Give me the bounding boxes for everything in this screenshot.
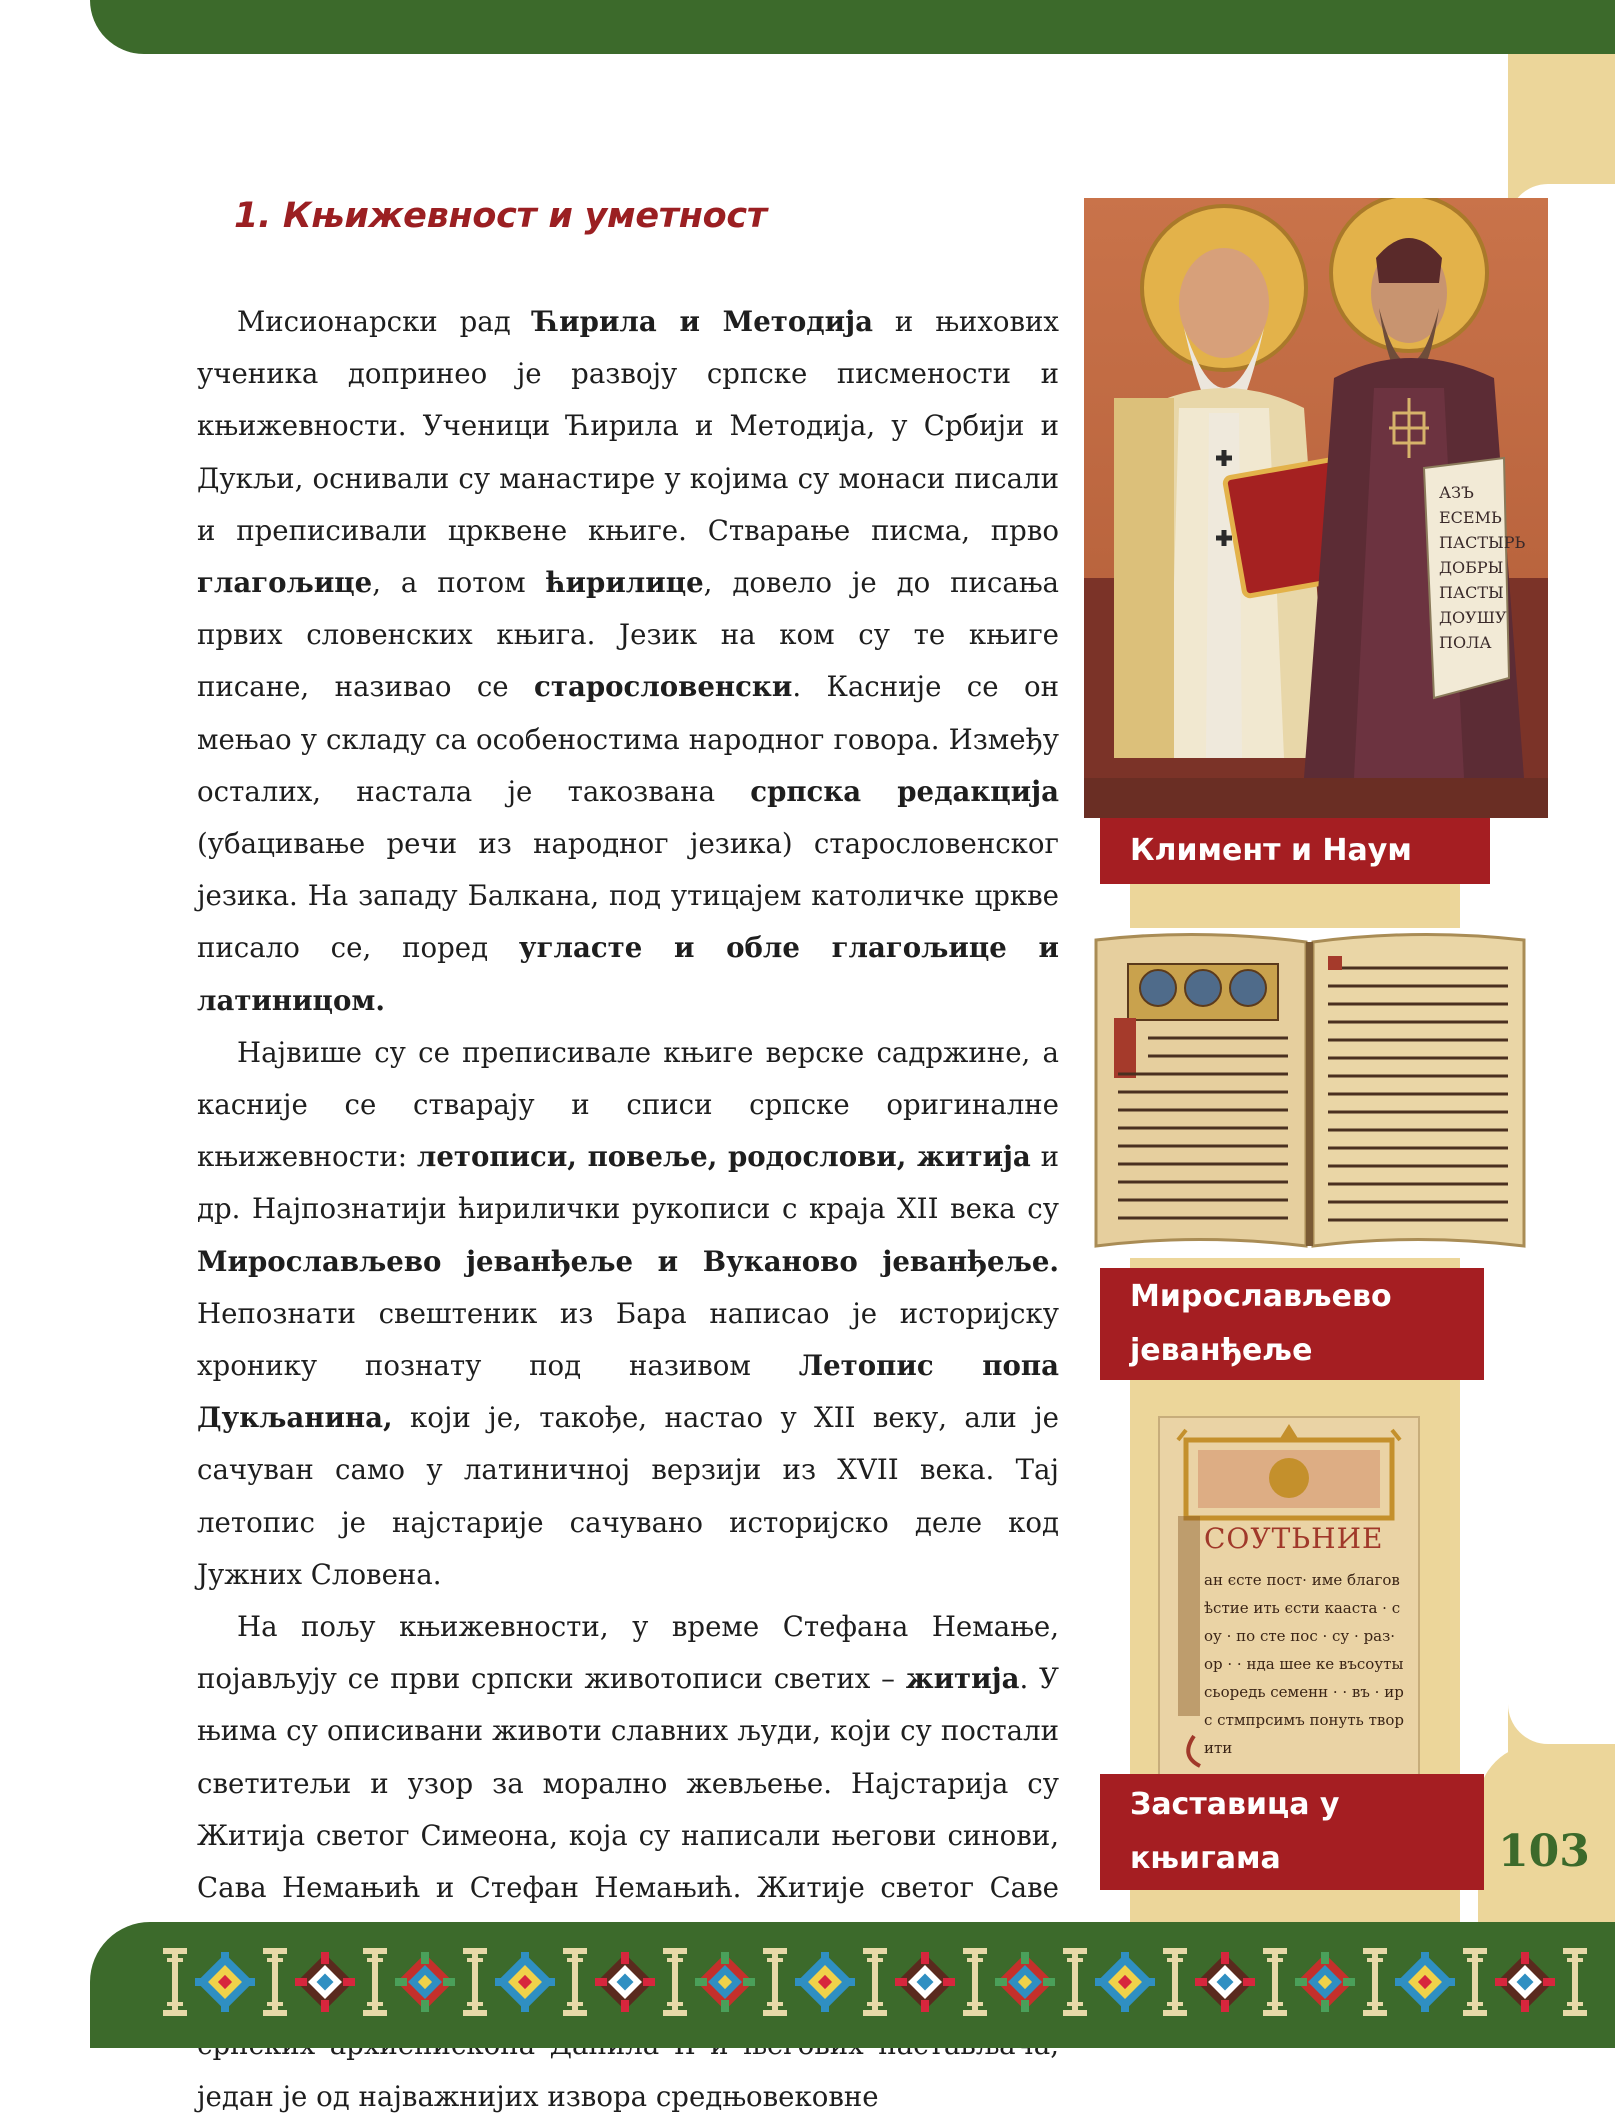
caption-kliment-naum-text: Климент и Наум [1130,833,1412,868]
right-gold-tab-top [1508,54,1615,184]
bold-term: житија [905,1662,1020,1696]
caption-headpiece-line2: књигама [1130,1841,1281,1876]
paragraph-2 [197,1027,1059,1601]
bold-term: глагољице [197,566,373,600]
caption-miroslav-gospel [1100,1268,1484,1380]
text-run: и њихових ученика допринео је развоју српске писмености и књижевности. Ученици Ћирила и Методија, у Србији и Дукљи, оснивали су манастире у којима су монаси писали и преписивали црквене књиге. Стварање писма, прво [197,305,1059,547]
bold-term: ћирилице [545,566,704,600]
text-run: , а потом [372,566,546,600]
bold-term: угласте и обле глагољице и латиницом. [197,931,1059,1017]
bold-term: Летопис попа Дукљанина, [197,1349,1059,1435]
text-run: . Касније се он мењао у складу са особеностима народног говора. Између осталих, настала је такозвана [197,670,1059,808]
headpiece-manuscript-image [1158,1416,1420,1778]
bold-term: старословенски [534,670,793,704]
bold-term: Ћирила и Методија [532,305,873,338]
svg-text:АЗЪ: АЗЪ [1439,483,1474,502]
gospel-book-svg [1088,928,1531,1258]
caption-miroslav-gospel-line1: Мирослављево [1130,1279,1392,1314]
caption-miroslav-gospel-line2: јеванђеље [1130,1333,1313,1368]
text-run: Мисионарски рад [237,305,533,338]
folk-ornament-row [150,1940,1590,2030]
text-run: На пољу књижевности, у време Стефана Немање, појављују се први српски животописи светих – [197,1610,1059,1696]
bold-term: Мирослављево јеванђеље и Вуканово јеванђеље. [197,1244,1059,1278]
svg-text:ПАСТЫ: ПАСТЫ [1439,583,1504,602]
text-run: , довело је до писања првих словенских књига. Језик на ком су те књиге писане, називао се [197,566,1059,704]
svg-text:ЕСЕМЬ: ЕСЕМЬ [1439,508,1502,527]
svg-text:ДОБРЫ: ДОБРЫ [1439,558,1504,577]
paragraph-1 [197,296,1059,1027]
caption-headpiece-line1: Заставица у [1130,1787,1340,1822]
miroslav-gospel-image [1088,928,1531,1258]
top-green-bar [90,0,1615,54]
svg-text:ДОУШУ: ДОУШУ [1439,608,1507,627]
caption-kliment-naum [1100,818,1490,884]
caption-headpiece [1100,1774,1484,1890]
body-text [197,296,1059,2123]
text-run: Непознати свештеник из Бара написао је историјску хронику познату под називом [197,1296,1059,1383]
bold-term: летописи, повеље, родослови, житија [416,1140,1031,1174]
section-heading: 1. Књижевност и уметност [234,196,767,236]
text-run: . У њима су описивани животи славних људи, који су постали светитељи и узор за морално жевљење. Најстарија су Житија светог Симеона, која су написали његови синови, Сава Немањић и Стефан Немањић. Житије светог Саве један је од најважнијих извора средњовековне [197,1662,1059,2113]
icon-kliment-naum-image [1084,198,1548,818]
ornament-sequence [163,1948,1587,2016]
headpiece-text: ан єсте пост· име благовѣстие ить єсти кааста · соу · по сте пос · су · раз· ор · · нда шее ке въсоуты сьоредь семенн · · въ · ирс стмпрсимъ понуть творити [1204,1571,1404,1757]
page-number: 103 [1498,1826,1590,1877]
bold-term: српска редакција [750,774,1059,808]
text-run: који је, такође, настао у XII веку, али је сачуван само у латиничној верзији из XVII века. Тај летопис је најстарије сачувано историјско деле код Јужних Словена. [197,1401,1059,1591]
headpiece-title: СОУТЬНИЕ [1204,1522,1384,1555]
text-run: (убацивање речи из народног језика) старословенског језика. На западу Балкана, под утицајем католичке цркве писало се, поред [197,827,1059,965]
text-run: Највише су се преписивале књиге верске садржине, а касније се стварају и списи српске оригиналне књижевности: [197,1035,1059,1174]
svg-text:ПАСТЫРЬ: ПАСТЫРЬ [1439,533,1526,552]
icon-painting-svg [1084,198,1548,818]
svg-text:ПОЛА: ПОЛА [1439,633,1492,652]
text-run: и др. Најпознатији ћирилички рукописи с краја XII века су [197,1140,1059,1226]
